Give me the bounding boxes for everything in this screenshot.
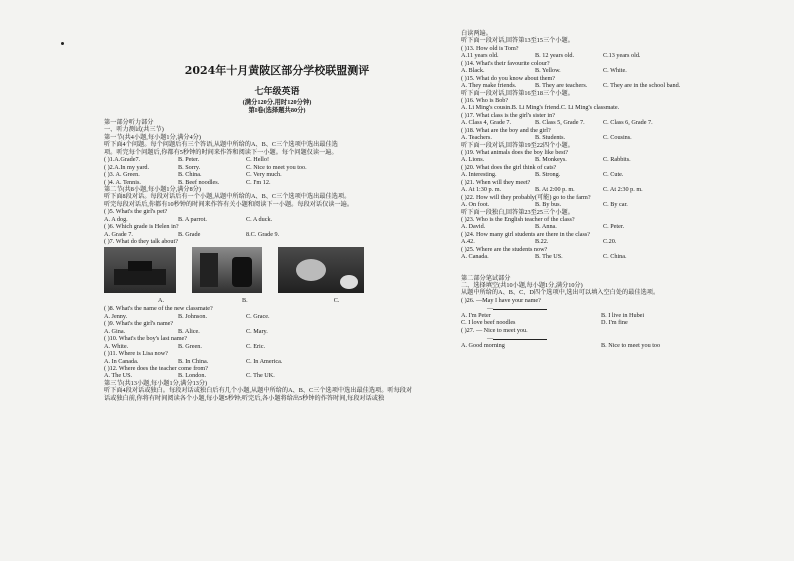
question-stem: ( )11. Where is Lisa now? bbox=[104, 350, 168, 358]
instruction-line: 听下面4个问题。每个问题后有三个答语,从题中所给的A、B、C三个选项中选出最佳选 bbox=[104, 141, 338, 149]
question-stem: ( )6. Which grade is Helen in? bbox=[104, 223, 179, 231]
instruction-line: 听下面一段独白,回答第23至25三个小题。 bbox=[461, 208, 574, 216]
question-options: A. I'm Peter B. I live in Hubei bbox=[461, 311, 645, 319]
picture-labels bbox=[104, 297, 450, 305]
question-stem: ( )10. What's the boy's last name? bbox=[104, 335, 188, 343]
question-options: A.11 years old. B. 12 years old. C.13 years old. bbox=[461, 52, 641, 60]
question-stem: ( )27. — Nice to meet you. bbox=[461, 326, 528, 334]
question-stem: ( )5. What's the girl's pet? bbox=[104, 208, 168, 216]
picture-label: C. bbox=[333, 297, 340, 305]
food-photo bbox=[278, 247, 364, 293]
question-options: A. Teachers. B. Students. C. Cousins. bbox=[461, 134, 632, 142]
scan-speck bbox=[61, 42, 64, 45]
question-stem: ( )7. What do they talk about? bbox=[104, 238, 178, 245]
question-options: A. In Canada. B. In China. C. In America. bbox=[104, 357, 283, 365]
question-stem: ( )24. How many girl students are there in the class? bbox=[461, 230, 591, 238]
gate-tower-photo bbox=[104, 247, 176, 293]
question-stem: ( )20. What does the girl think of cats? bbox=[461, 163, 557, 171]
exam-meta: (满分120分,用时120分钟) bbox=[242, 99, 312, 106]
question-row: ( )1.A.Grade7. B. Peter. C. Hello! bbox=[104, 156, 270, 164]
question-options: A. At 1:30 p. m. B. At 2:00 p. m. C. At 2:30 p. m. bbox=[461, 186, 643, 194]
question-options: A. Lions. B. Monkeys. C. Rabbits. bbox=[461, 156, 631, 164]
section-line: 一、听力测试(共三节) bbox=[104, 126, 164, 134]
instruction-line: 从题中所给的A、B、C、D四个选项中,选出可以填入空白处的最佳选项。 bbox=[461, 289, 660, 297]
question-options: A. Grade 7. B. Grade 8.C. Grade 9. bbox=[104, 230, 280, 238]
question-options: A. Canada. B. The US. C. China. bbox=[461, 253, 627, 261]
question-row: ( )2.A.In my yard. B. Sorry. C. Nice to meet you too. bbox=[104, 163, 307, 171]
people-photo bbox=[192, 247, 262, 293]
question-stem: ( )15. What do you know about them? bbox=[461, 74, 556, 82]
question-options: A. Jenny. B. Johnson. C. Grace. bbox=[104, 312, 270, 320]
question-stem: ( )23. Who is the English teacher of the class? bbox=[461, 215, 575, 223]
section-line: 第二部分笔试部分 bbox=[461, 274, 511, 282]
question-options: A. They make friends. B. They are teachers. C. They are in the school band. bbox=[461, 82, 681, 90]
instruction-line: 听下面一段对话,回答第13至15三个小题。 bbox=[461, 37, 574, 45]
picture-label: A. bbox=[158, 297, 165, 305]
instruction-line: 听下面8段对话。每段对话后有一个小题,从题中所给的A、B、C三个选项中选出最佳选项。 bbox=[104, 193, 351, 201]
question-options: A. White. B. Green. C. Eric. bbox=[104, 342, 266, 350]
question-stem: ( )14. What's their favourite colour? bbox=[461, 59, 550, 67]
question-row: ( )4. A. Tennis. B. Beef noodles. C. I'm 12. bbox=[104, 178, 271, 186]
picture-label: B. bbox=[242, 297, 248, 305]
question-stem: ( )12. Where does the teacher come from? bbox=[104, 364, 208, 372]
question-options: C. I love beef noodles D. I'm fine bbox=[461, 319, 628, 327]
question-options: A.42. B.22. C.20. bbox=[461, 238, 617, 246]
question-stem: ( )17. What class is the girl's sister in? bbox=[461, 111, 555, 119]
question-options: A. Class 4, Grade 7. B. Class 5, Grade 7. C. Class 6, Grade 7. bbox=[461, 119, 653, 127]
instruction-line: 话或独白前,你将有时间阅读各个小题,每小题5秒钟;听完后,各小题将给出5秒钟的作答时间,每段对话或独 bbox=[104, 394, 385, 402]
question-stem: ( )22. How will they probably(可能) go to the farm? bbox=[461, 193, 591, 201]
question-stem: ( )21. When will they meet? bbox=[461, 178, 531, 186]
question-stem: ( )26. —May I have your name? bbox=[461, 296, 541, 304]
question-options: A. Interesting. B. Strong. C. Cute. bbox=[461, 171, 624, 179]
question-stem: ( )19. What animals does the boy like best? bbox=[461, 149, 568, 156]
right-column bbox=[461, 30, 696, 349]
section-line: 第一部分听力部分 bbox=[104, 119, 154, 126]
instruction-line: 听下面4段对话或独白。每段对话或独白后有几个小题,从题中所给的A、B、C三个选项中选出最佳选项。听每段对 bbox=[104, 387, 413, 395]
left-column bbox=[104, 60, 450, 402]
instruction-line: 听完每段对话后,你都有10秒钟的时间来作答有关小题和阅读下一小题。每段对话仅读一遍。 bbox=[104, 200, 354, 208]
question-stem: ( )13. How old is Tom? bbox=[461, 44, 519, 52]
question-options: A. David. B. Anna. C. Peter. bbox=[461, 223, 625, 231]
question-options: A. The US. B. London. C. The UK. bbox=[104, 372, 275, 380]
exam-subject: 七年级英语 bbox=[254, 86, 300, 96]
section-line: 第三节(共13小题,每小题1分,满分13分) bbox=[104, 379, 208, 387]
instruction-line: 听下面一段对话,回答第16至18三个小题。 bbox=[461, 89, 574, 97]
question-options: A. Good morning B. Nice to meet you too bbox=[461, 341, 661, 349]
exam-title: 2024年十月黄陂区部分学校联盟测评 bbox=[184, 64, 370, 77]
question-options: A. Black. B. Yellow. C. White. bbox=[461, 67, 627, 75]
instruction-line: 听下面一段对话,回答第19至22四个小题。 bbox=[461, 141, 574, 149]
answer-blank: — bbox=[461, 304, 696, 311]
question-options: A. Gina. B. Alice. C. Mary. bbox=[104, 327, 268, 335]
question-row: ( )3. A. Green. B. China. C. Very much. bbox=[104, 171, 282, 179]
answer-blank: — bbox=[461, 334, 696, 341]
question-options: A. Li Ming's cousin.B. Li Ming's friend.C. Li Ming's classmate. bbox=[461, 104, 620, 112]
question-options: A. A dog. B. A parrot. C. A duck. bbox=[104, 215, 273, 223]
question-stem: ( )18. What are the boy and the girl? bbox=[461, 126, 551, 134]
question-options: A. On foot. B. By bus. C. By car. bbox=[461, 201, 628, 209]
section-line: 第一节(共4小题,每小题1分,满分4分) bbox=[104, 133, 201, 141]
section-line: 第二节(共8小题,每小题1分,满分8分) bbox=[104, 185, 201, 193]
question-stem: ( )9. What's the girl's name? bbox=[104, 320, 174, 328]
question-stem: ( )25. Where are the students now? bbox=[461, 245, 548, 253]
section-line: 二、选择填空(共10小题,每小题1分,满分10分) bbox=[461, 282, 583, 289]
instruction-line: 项。听完每个问题后,你都有5秒钟的时间来作答和阅读下一小题。每个问题仅读一遍。 bbox=[104, 148, 338, 156]
picture-options bbox=[104, 247, 450, 297]
instruction-line: 白读两遍。 bbox=[461, 30, 492, 37]
question-stem: ( )8. What's the name of the new classmate? bbox=[104, 305, 213, 313]
question-stem: ( )16. Who is Bob? bbox=[461, 96, 509, 104]
part-one-title: 第I卷(选择题共80分) bbox=[248, 107, 306, 114]
